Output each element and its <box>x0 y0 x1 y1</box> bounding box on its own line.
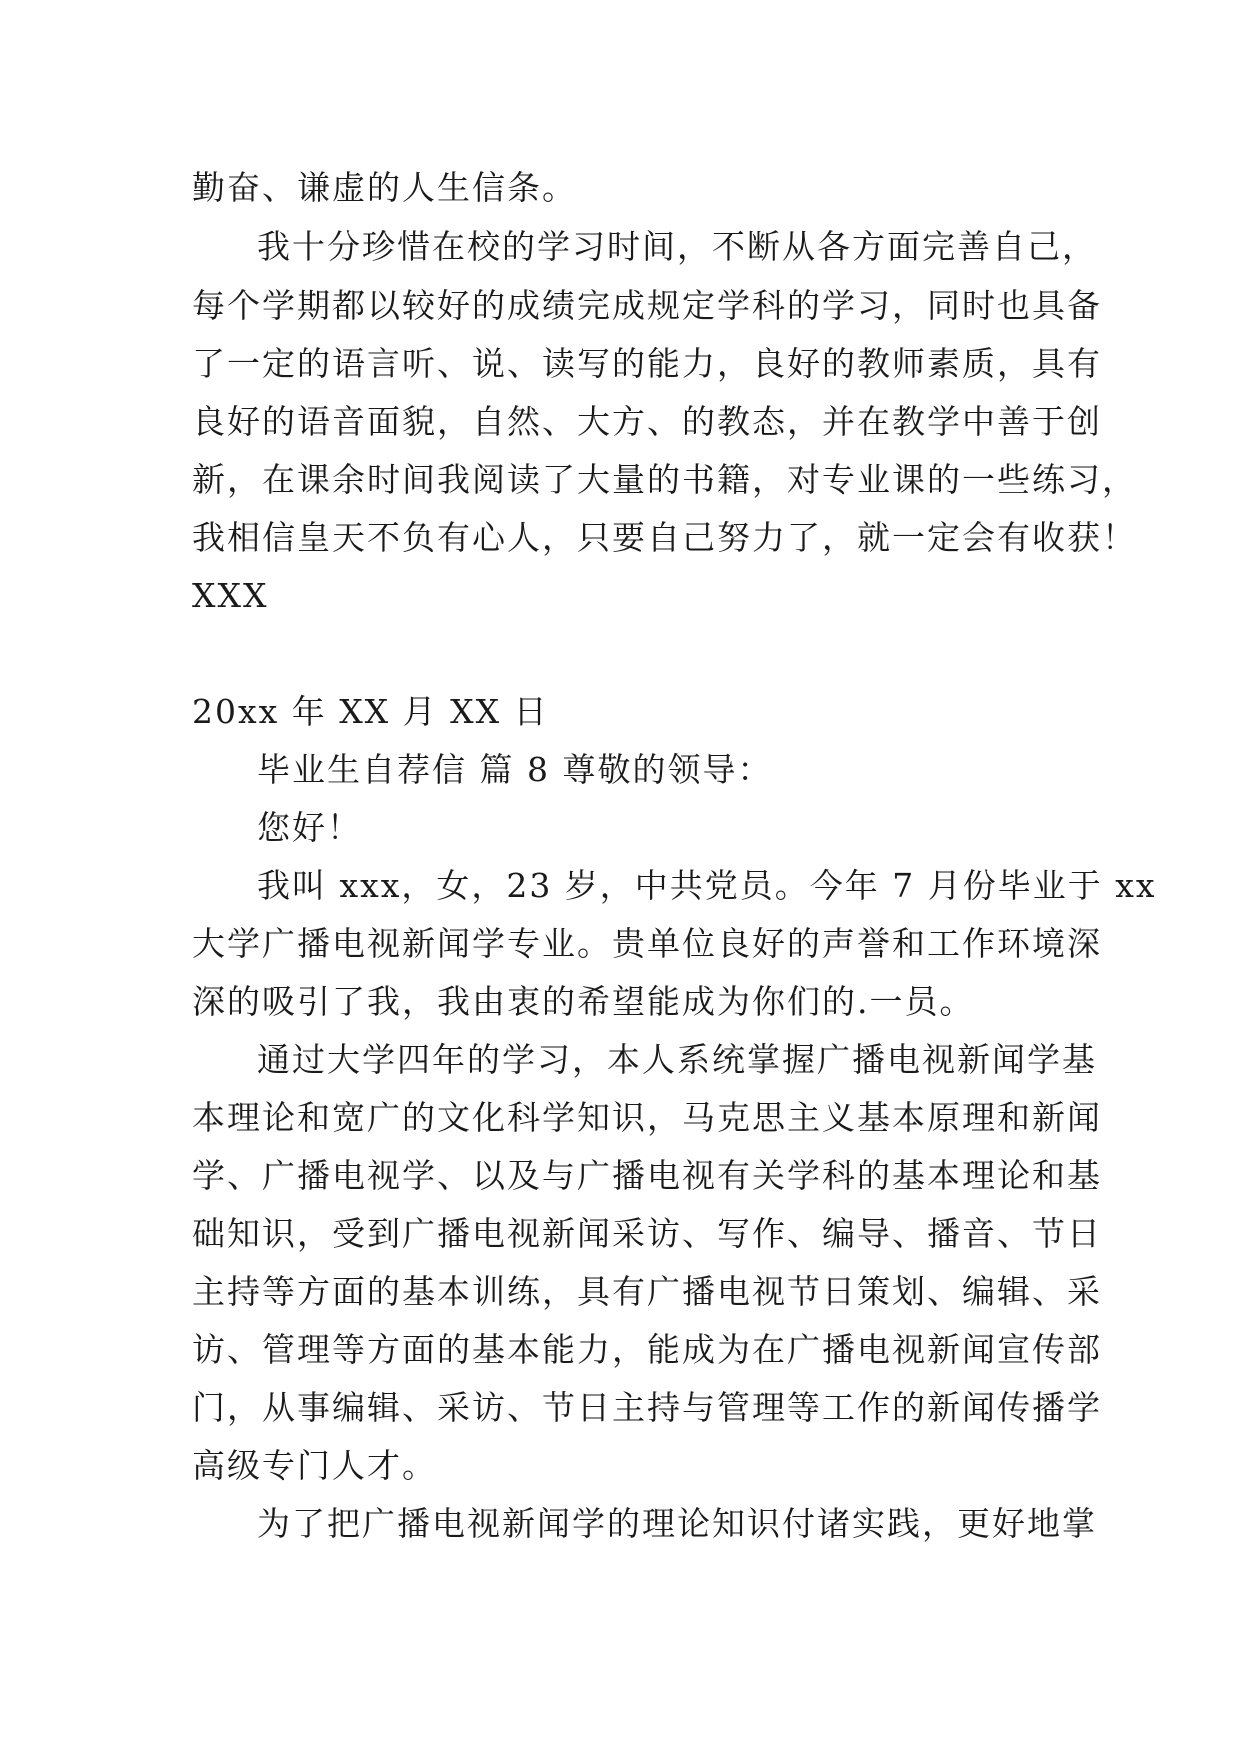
text-line: 我叫 xxx，女，23 岁，中共党员。今年 7 月份毕业于 xx <box>257 866 1157 905</box>
date-line: 20xx 年 XX 月 XX 日 <box>192 692 549 731</box>
text-line: 良好的语音面貌，自然、大方、的教态，并在教学中善于创 <box>192 402 1102 441</box>
text-line: 主持等方面的基本训练，具有广播电视节日策划、编辑、采 <box>192 1272 1102 1311</box>
text-line: 我十分珍惜在校的学习时间，不断从各方面完善自己， <box>257 227 1097 266</box>
text-line: 勤奋、谦虚的人生信条。 <box>192 168 577 207</box>
section-heading: 毕业生自荐信 篇 8 尊敬的领导： <box>257 750 773 789</box>
text-line: 深的吸引了我，我由衷的希望能成为你们的.一员。 <box>192 982 975 1021</box>
text-line: 了一定的语言听、说、读写的能力，良好的教师素质，具有 <box>192 344 1102 383</box>
text-line: 每个学期都以较好的成绩完成规定学科的学习，同时也具备 <box>192 286 1102 325</box>
text-line: 高级专门人才。 <box>192 1446 437 1485</box>
text-line: 访、管理等方面的基本能力，能成为在广播电视新闻宣传部 <box>192 1330 1102 1369</box>
text-line: 通过大学四年的学习，本人系统掌握广播电视新闻学基 <box>257 1040 1097 1079</box>
text-line: 为了把广播电视新闻学的理论知识付诸实践，更好地掌 <box>257 1504 1097 1543</box>
signature-name: XXX <box>192 576 269 615</box>
text-line: 门，从事编辑、采访、节日主持与管理等工作的新闻传播学 <box>192 1388 1102 1427</box>
text-line: 学、广播电视学、以及与广播电视有关学科的基本理论和基 <box>192 1156 1102 1195</box>
text-line: 础知识，受到广播电视新闻采访、写作、编导、播音、节日 <box>192 1214 1102 1253</box>
text-line: 大学广播电视新闻学专业。贵单位良好的声誉和工作环境深 <box>192 924 1102 963</box>
text-line: 本理论和宽广的文化科学知识，马克思主义基本原理和新闻 <box>192 1098 1102 1137</box>
text-line: 我相信皇天不负有心人，只要自己努力了，就一定会有收获！ <box>192 518 1137 557</box>
greeting: 您好！ <box>257 808 362 847</box>
text-line: 新，在课余时间我阅读了大量的书籍，对专业课的一些练习， <box>192 460 1137 499</box>
